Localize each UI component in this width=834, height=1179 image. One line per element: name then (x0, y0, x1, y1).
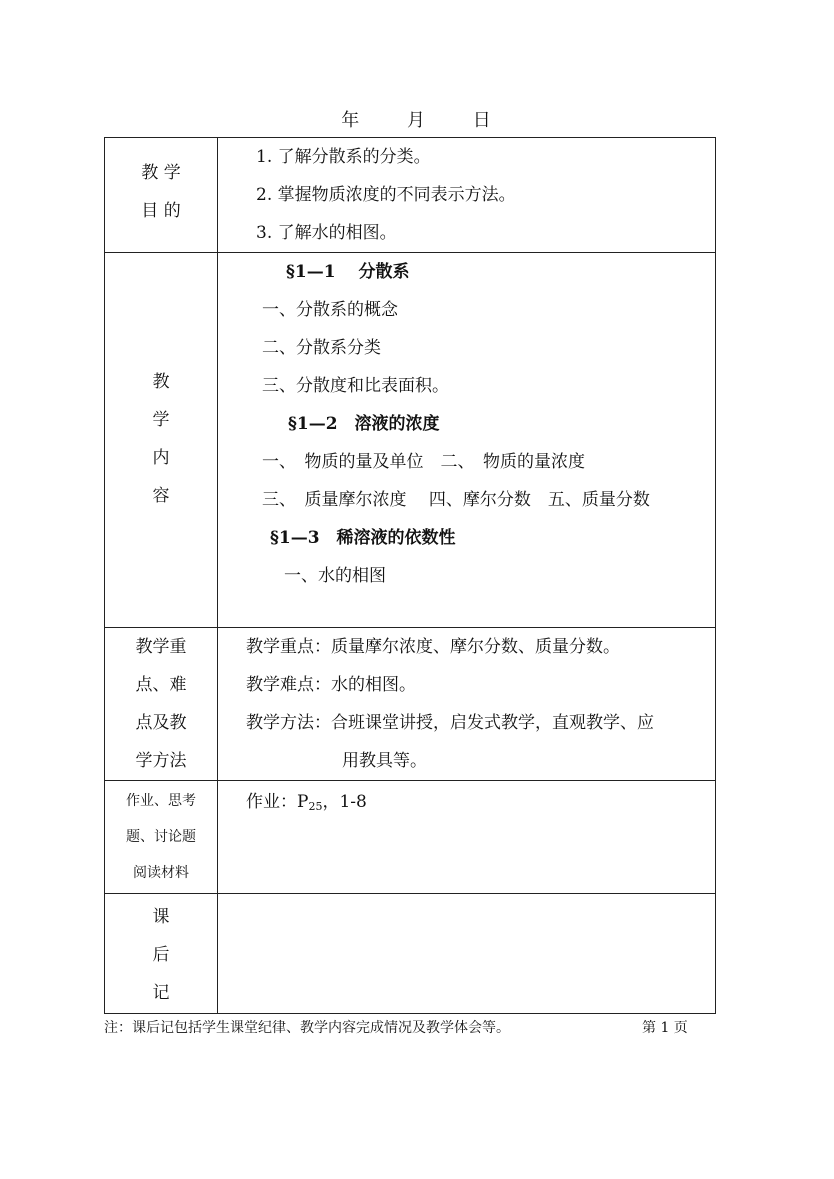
page-number: 第 1 页 (642, 1020, 688, 1036)
method-line1: 教学方法：合班课堂讲授，启发式教学，直观教学、应 (246, 713, 654, 733)
homework-page-subscript: 25 (308, 800, 323, 813)
section1-item: 三、分散度和比表面积。 (262, 376, 449, 396)
key-point: 教学重点：质量摩尔浓度、摩尔分数、质量分数。 (246, 637, 620, 657)
method-line2: 用教具等。 (342, 751, 427, 771)
homework-row (105, 781, 716, 894)
keypoints-label-line: 教学重 (135, 637, 187, 657)
footer-note-line (104, 1017, 715, 1037)
date-line (0, 106, 834, 132)
keypoints-label-cell (105, 628, 218, 781)
content-label-char: 教 (152, 372, 170, 392)
content-label-char: 容 (152, 486, 170, 506)
keypoints-content-cell (218, 628, 716, 781)
content-body-cell (218, 253, 716, 628)
footer-note: 注：课后记包括学生课堂纪律、教学内容完成情况及教学体会等。 (104, 1020, 510, 1036)
homework-label-cell (105, 781, 218, 894)
afterclass-label-char: 记 (152, 983, 170, 1003)
objectives-content-cell (218, 138, 716, 253)
afterclass-content-cell (218, 894, 716, 1014)
content-label-cell (105, 253, 218, 628)
month-label: 月 (407, 110, 427, 131)
section1-item: 二、分散系分类 (262, 338, 381, 358)
afterclass-label-cell (105, 894, 218, 1014)
keypoints-label-line: 学方法 (135, 751, 187, 771)
objectives-row (105, 138, 716, 253)
homework-content-cell (218, 781, 716, 894)
homework-suffix: ，1-8 (322, 792, 367, 812)
section3-item: 一、水的相图 (284, 566, 386, 586)
homework-prefix: 作业：P (246, 792, 309, 812)
difficulty-point: 教学难点：水的相图。 (246, 675, 416, 695)
objective-item: 2. 掌握物质浓度的不同表示方法。 (256, 185, 516, 205)
afterclass-label-char: 后 (152, 945, 170, 965)
section2-line: 三、 质量摩尔浓度 四、摩尔分数 五、质量分数 (262, 490, 650, 510)
homework-label-line: 作业、思考 (126, 793, 196, 809)
objective-item: 3. 了解水的相图。 (256, 223, 397, 243)
keypoints-label-line: 点及教 (135, 713, 187, 733)
section1-title: §1—1 分散系 (286, 262, 410, 282)
objective-item: 1. 了解分散系的分类。 (256, 147, 431, 167)
objectives-label-line1: 教 学 (141, 163, 181, 183)
section1-item: 一、分散系的概念 (262, 300, 398, 320)
section3-title: §1—3 稀溶液的依数性 (270, 528, 456, 548)
section2-line: 一、 物质的量及单位 二、 物质的量浓度 (262, 452, 585, 472)
afterclass-label-char: 课 (152, 907, 170, 927)
objectives-label-cell (105, 138, 218, 253)
lesson-plan-table (104, 137, 716, 1014)
keypoints-label-line: 点、难 (135, 675, 187, 695)
content-label-char: 学 (152, 410, 170, 430)
homework-label-line: 阅读材料 (133, 865, 189, 881)
homework-text (218, 781, 715, 826)
homework-label-line: 题、讨论题 (126, 829, 196, 845)
objectives-label-line2: 目 的 (141, 201, 181, 221)
content-row (105, 253, 716, 628)
content-label-char: 内 (152, 448, 170, 468)
keypoints-row (105, 628, 716, 781)
section2-title: §1—2 溶液的浓度 (288, 414, 440, 434)
year-label: 年 (341, 110, 362, 131)
afterclass-row (105, 894, 716, 1014)
day-label: 日 (472, 110, 493, 131)
